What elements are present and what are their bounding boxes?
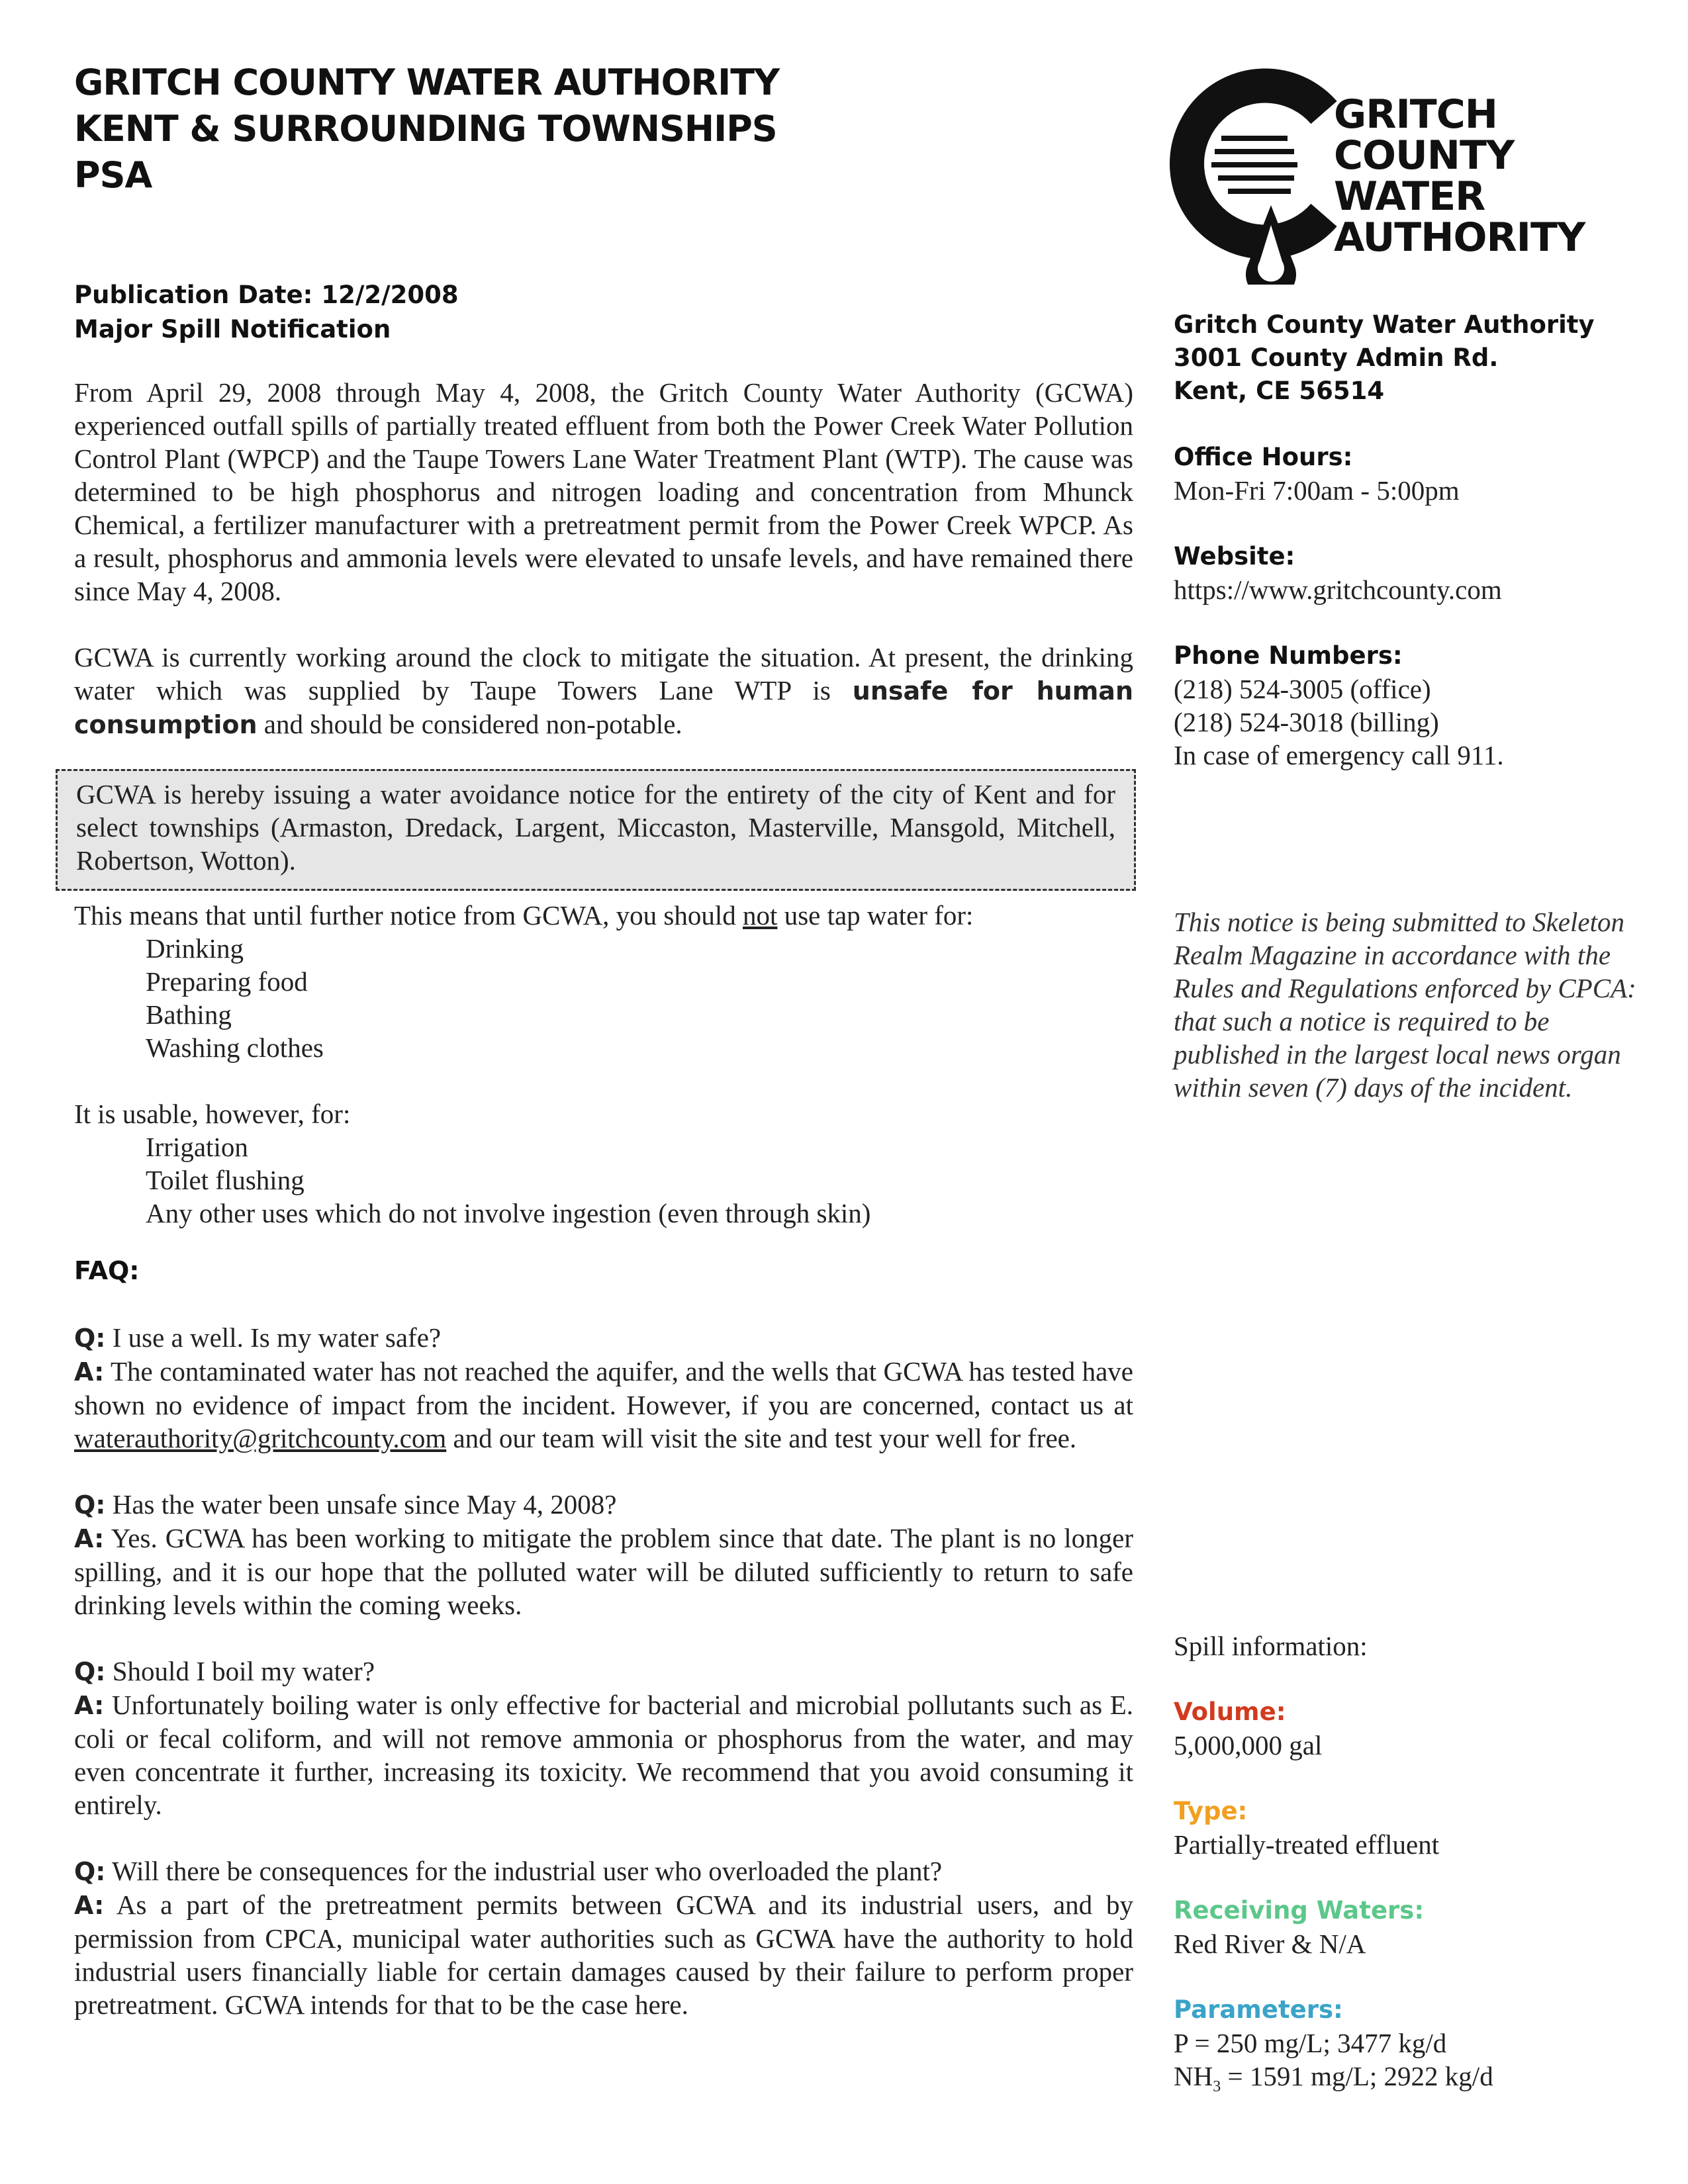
ammonia-subscript: 3 xyxy=(1213,2078,1221,2096)
question-text: I use a well. Is my water safe? xyxy=(112,1322,442,1353)
status-paragraph xyxy=(74,641,1133,741)
question-label: Q: xyxy=(74,1490,106,1520)
question-label: Q: xyxy=(74,1857,106,1886)
incident-paragraph: From April 29, 2008 through May 4, 2008, the Gritch County Water Authority (GCWA) experienced outfall spills of partially treated effluent from both the Power Creek Water Pollution Control Plant (WPCP) and the Taupe Towers Lane Water Treatment Plant (WTP). The cause was determined to be high phosphorus and nitrogen loading and concentration from Mhunck Chemical, a fertilizer manufacturer with a pretreatment permit from the Power Creek WPCP. As a result, phosphorus and ammonia levels were elevated to unsafe levels, and have remained there since May 4, 2008. xyxy=(74,377,1133,606)
answer-label: A: xyxy=(74,1891,105,1920)
avoidance-notice-box xyxy=(56,769,1136,891)
logo-line-4: AUTHORITY xyxy=(1334,214,1585,261)
list-item: Any other uses which do not involve ingestion (even through skin) xyxy=(146,1198,871,1228)
logo-line-1: GRITCH xyxy=(1334,91,1497,138)
do-not-use-list xyxy=(146,932,1133,1064)
answer-text: Unfortunately boiling water is only effective for bacterial and microbial pollutants such as E. coli or fecal coliform, and will not remove ammonia or phosphorus from the water, and may even concentrate it further, increasing its toxicity. We recommend that you avoid consuming it entirely. xyxy=(74,1690,1134,1820)
parameter-ammonia xyxy=(1174,2060,1650,2103)
org-name: Gritch County Water Authority xyxy=(1174,310,1595,339)
do-not-use-intro xyxy=(74,899,1133,932)
faq-item xyxy=(74,1854,1133,2021)
faq-answer xyxy=(74,1522,1133,1621)
list-item: Washing clothes xyxy=(146,1032,324,1063)
logo-line-2: COUNTY xyxy=(1334,132,1515,179)
publication-date: Publication Date: 12/2/2008 xyxy=(74,281,459,309)
waters-block xyxy=(1174,1894,1650,1960)
receiving-waters-label: Receiving Waters: xyxy=(1174,1896,1425,1925)
faq-item xyxy=(74,1321,1133,1455)
parameters-block xyxy=(1174,1993,1650,2103)
ammonia-formula: NH xyxy=(1174,2061,1213,2091)
faq-question xyxy=(74,1488,1133,1522)
water-drop-logo-icon xyxy=(1168,66,1340,285)
publication-compliance-note: This notice is being submitted to Skeleton Realm Magazine in accordance with the Rules and Regulations enforced by CPCA: that such a notice is required to be published in the largest local news organ within seven (7) days of the incident. xyxy=(1174,907,1636,1103)
main-column xyxy=(74,278,1133,2021)
address-block xyxy=(1174,308,1650,408)
website-label: Website: xyxy=(1174,542,1295,570)
list-item: Drinking xyxy=(146,933,244,964)
volume-value: 5,000,000 gal xyxy=(1174,1730,1323,1760)
answer-text: The contaminated water has not reached the aquifer, and the wells that GCWA has tested have shown no evidence of impact from the incident. However, if you are concerned, contact us at xyxy=(74,1356,1133,1420)
answer-text: Yes. GCWA has been working to mitigate the problem since that date. The plant is no longer spilling, and it is our hope that the polluted water will be diluted sufficiently to return to safe drinking levels within the coming weeks. xyxy=(74,1523,1134,1620)
usable-list xyxy=(146,1130,1133,1230)
document-header xyxy=(74,60,1133,199)
list-item: Bathing xyxy=(146,999,232,1030)
hours-label: Office Hours: xyxy=(1174,443,1353,471)
emergency-note: In case of emergency call 911. xyxy=(1174,740,1504,770)
avoidance-notice-text: GCWA is hereby issuing a water avoidance notice for the entirety of the city of Kent and for select townships (Armaston, Dredack, Largent, Miccaston, Masterville, Mansgold, Mitchell, Robertson, Wotton). xyxy=(76,779,1115,876)
spill-information xyxy=(1174,1629,1650,2103)
faq-answer xyxy=(74,1355,1133,1455)
question-label: Q: xyxy=(74,1324,106,1353)
faq-answer xyxy=(74,1888,1133,2021)
notification-type: Major Spill Notification xyxy=(74,315,391,343)
logo-line-3: WATER xyxy=(1334,173,1485,220)
answer-label: A: xyxy=(74,1357,105,1387)
email-link[interactable]: waterauthority@gritchcounty.com xyxy=(74,1423,447,1453)
status-text-end: and should be considered non-potable. xyxy=(257,709,682,739)
phone-label: Phone Numbers: xyxy=(1174,641,1403,670)
parameter-phosphorus: P = 250 mg/L; 3477 kg/d xyxy=(1174,2028,1447,2058)
contact-column xyxy=(1174,308,1650,772)
gcwa-logo xyxy=(1168,66,1599,285)
answer-label: A: xyxy=(74,1524,105,1553)
logo-wordmark xyxy=(1334,91,1585,261)
not-emphasis: not xyxy=(743,900,778,931)
website-link[interactable]: https://www.gritchcounty.com xyxy=(1174,574,1502,605)
list-item: Toilet flushing xyxy=(146,1165,305,1195)
faq-item xyxy=(74,1488,1133,1621)
question-text: Has the water been unsafe since May 4, 2008? xyxy=(112,1489,617,1520)
answer-text-end: and our team will visit the site and test your well for free. xyxy=(446,1423,1077,1453)
phone-office: (218) 524-3005 (office) xyxy=(1174,674,1431,704)
hours-value: Mon-Fri 7:00am - 5:00pm xyxy=(1174,475,1460,506)
faq-question xyxy=(74,1321,1133,1355)
question-label: Q: xyxy=(74,1657,106,1686)
question-text: Should I boil my water? xyxy=(112,1656,375,1686)
volume-label: Volume: xyxy=(1174,1698,1286,1726)
header-psa: PSA xyxy=(74,154,152,196)
spill-intro: Spill information: xyxy=(1174,1631,1368,1661)
street-address: 3001 County Admin Rd. xyxy=(1174,343,1499,372)
header-title: GRITCH COUNTY WATER AUTHORITY xyxy=(74,62,780,103)
list-item: Irrigation xyxy=(146,1132,248,1162)
do-not-use-intro-start: This means that until further notice from GCWA, you should xyxy=(74,900,743,931)
receiving-waters-value: Red River & N/A xyxy=(1174,1929,1366,1959)
faq-question xyxy=(74,1655,1133,1688)
usable-intro: It is usable, however, for: xyxy=(74,1099,351,1129)
hours-block xyxy=(1174,441,1650,507)
header-subtitle: KENT & SURROUNDING TOWNSHIPS xyxy=(74,108,777,150)
type-label: Type: xyxy=(1174,1797,1248,1825)
do-not-use-intro-end: use tap water for: xyxy=(777,900,974,931)
city-address: Kent, CE 56514 xyxy=(1174,377,1385,405)
question-text: Will there be consequences for the industrial user who overloaded the plant? xyxy=(112,1856,943,1886)
volume-block xyxy=(1174,1696,1650,1762)
parameters-label: Parameters: xyxy=(1174,1995,1343,2024)
answer-text: As a part of the pretreatment permits between GCWA and its industrial users, and by permission from CPCA, municipal water authorities such as GCWA have the authority to hold industrial users financially liable for certain damages caused by their failure to perform proper pretreatment. GCWA intends for that to be the case here. xyxy=(74,1889,1133,2020)
unsafe-warning: unsafe for human consumption xyxy=(74,676,1133,739)
phone-billing: (218) 524-3018 (billing) xyxy=(1174,707,1439,737)
type-block xyxy=(1174,1795,1650,1861)
website-block xyxy=(1174,540,1650,606)
type-value: Partially-treated effluent xyxy=(1174,1829,1440,1860)
faq-title: FAQ: xyxy=(74,1256,140,1285)
status-text: GCWA is currently working around the clock to mitigate the situation. At present, the drinking water which was supplied by Taupe Towers Lane WTP is xyxy=(74,642,1133,705)
phone-block xyxy=(1174,639,1650,772)
answer-label: A: xyxy=(74,1691,105,1720)
ammonia-values: = 1591 mg/L; 2922 kg/d xyxy=(1221,2061,1493,2091)
list-item: Preparing food xyxy=(146,966,308,997)
faq-question xyxy=(74,1854,1133,1888)
faq-answer xyxy=(74,1688,1133,1821)
faq-item xyxy=(74,1655,1133,1821)
